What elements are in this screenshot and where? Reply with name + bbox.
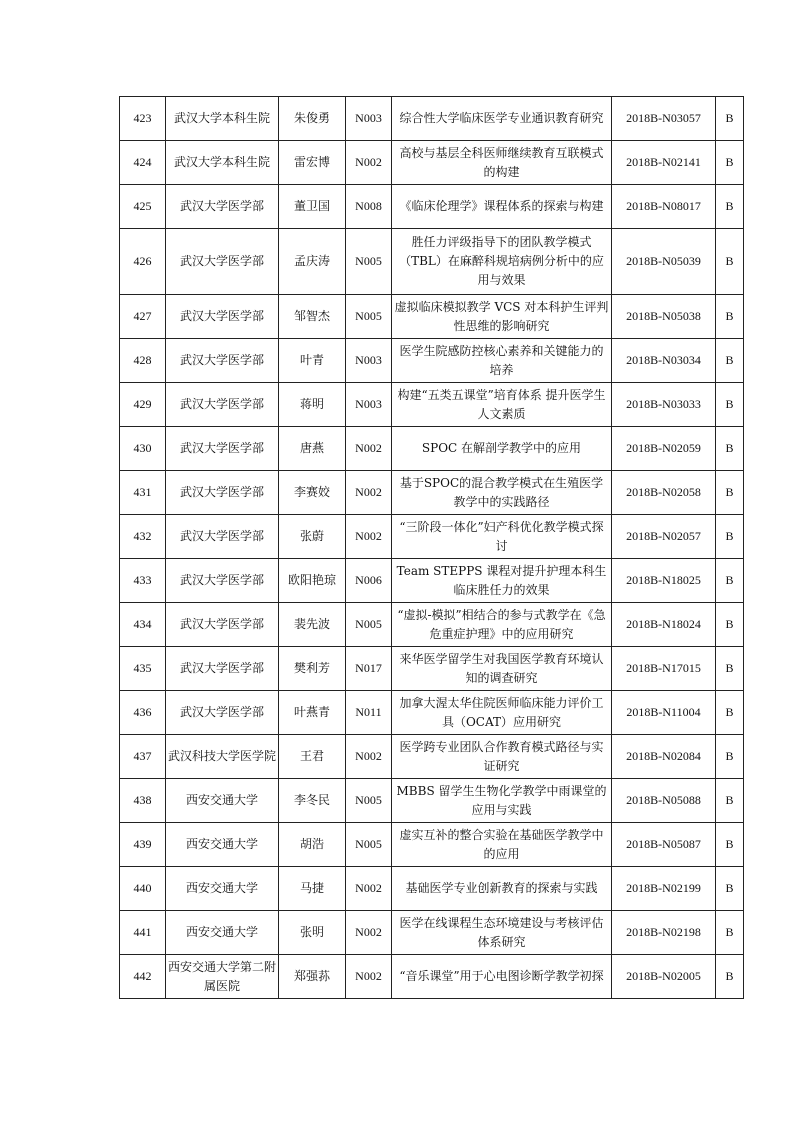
row-number: 436 [120, 691, 166, 735]
project-id-cell: 2018B-N05039 [612, 229, 716, 295]
row-number: 439 [120, 823, 166, 867]
row-number: 431 [120, 471, 166, 515]
applicant-name-cell: 李冬民 [279, 779, 346, 823]
project-title-cell: 高校与基层全科医师继续教育互联模式的构建 [392, 141, 612, 185]
category-code-cell: N005 [346, 779, 392, 823]
project-title-cell: 胜任力评级指导下的团队教学模式（TBL）在麻醉科规培病例分析中的应用与效果 [392, 229, 612, 295]
table-row [120, 97, 744, 141]
table-row [120, 427, 744, 471]
applicant-name-cell: 董卫国 [279, 185, 346, 229]
institution-cell: 武汉大学医学部 [166, 339, 279, 383]
category-code-cell: N002 [346, 141, 392, 185]
institution-cell: 西安交通大学 [166, 867, 279, 911]
applicant-name-cell: 张蔚 [279, 515, 346, 559]
row-number: 426 [120, 229, 166, 295]
table-row [120, 603, 744, 647]
table-row [120, 735, 744, 779]
row-number: 433 [120, 559, 166, 603]
grade-cell: B [716, 185, 744, 229]
table-row [120, 141, 744, 185]
project-id-cell: 2018B-N02141 [612, 141, 716, 185]
project-title-cell: 医学跨专业团队合作教育模式路径与实证研究 [392, 735, 612, 779]
project-title-cell: SPOC 在解剖学教学中的应用 [392, 427, 612, 471]
project-id-cell: 2018B-N03057 [612, 97, 716, 141]
applicant-name-cell: 孟庆涛 [279, 229, 346, 295]
grade-cell: B [716, 779, 744, 823]
project-id-cell: 2018B-N02057 [612, 515, 716, 559]
project-id-cell: 2018B-N08017 [612, 185, 716, 229]
row-number: 432 [120, 515, 166, 559]
row-number: 440 [120, 867, 166, 911]
project-title-cell: 医学在线课程生态环境建设与考核评估体系研究 [392, 911, 612, 955]
applicant-name-cell: 樊利芳 [279, 647, 346, 691]
category-code-cell: N005 [346, 823, 392, 867]
grade-cell: B [716, 515, 744, 559]
row-number: 425 [120, 185, 166, 229]
grade-cell: B [716, 911, 744, 955]
institution-cell: 武汉大学医学部 [166, 691, 279, 735]
table-row [120, 647, 744, 691]
grade-cell: B [716, 339, 744, 383]
project-title-cell: “音乐课堂”用于心电图诊断学教学初探 [392, 955, 612, 999]
project-title-cell: 基于SPOC的混合教学模式在生殖医学教学中的实践路径 [392, 471, 612, 515]
applicant-name-cell: 蒋明 [279, 383, 346, 427]
category-code-cell: N002 [346, 911, 392, 955]
applicant-name-cell: 欧阳艳琼 [279, 559, 346, 603]
table-row [120, 185, 744, 229]
applicant-name-cell: 叶燕青 [279, 691, 346, 735]
applicant-name-cell: 王君 [279, 735, 346, 779]
institution-cell: 武汉科技大学医学院 [166, 735, 279, 779]
project-id-cell: 2018B-N02005 [612, 955, 716, 999]
project-title-cell: 虚实互补的整合实验在基础医学教学中的应用 [392, 823, 612, 867]
institution-cell: 武汉大学医学部 [166, 647, 279, 691]
project-title-cell: 基础医学专业创新教育的探索与实践 [392, 867, 612, 911]
grade-cell: B [716, 383, 744, 427]
applicant-name-cell: 裴先波 [279, 603, 346, 647]
applicant-name-cell: 叶青 [279, 339, 346, 383]
row-number: 424 [120, 141, 166, 185]
institution-cell: 武汉大学医学部 [166, 229, 279, 295]
grade-cell: B [716, 823, 744, 867]
applicant-name-cell: 马捷 [279, 867, 346, 911]
grade-cell: B [716, 867, 744, 911]
table-row [120, 383, 744, 427]
grade-cell: B [716, 735, 744, 779]
project-title-cell: 《临床伦理学》课程体系的探索与构建 [392, 185, 612, 229]
grade-cell: B [716, 647, 744, 691]
row-number: 428 [120, 339, 166, 383]
project-id-cell: 2018B-N05038 [612, 295, 716, 339]
row-number: 430 [120, 427, 166, 471]
category-code-cell: N005 [346, 295, 392, 339]
category-code-cell: N006 [346, 559, 392, 603]
institution-cell: 武汉大学本科生院 [166, 97, 279, 141]
table-row [120, 955, 744, 999]
table-row [120, 911, 744, 955]
category-code-cell: N002 [346, 515, 392, 559]
project-title-cell: 来华医学留学生对我国医学教育环境认知的调查研究 [392, 647, 612, 691]
project-id-cell: 2018B-N18024 [612, 603, 716, 647]
institution-cell: 武汉大学医学部 [166, 515, 279, 559]
category-code-cell: N002 [346, 427, 392, 471]
institution-cell: 西安交通大学 [166, 823, 279, 867]
project-id-cell: 2018B-N05088 [612, 779, 716, 823]
project-id-cell: 2018B-N03033 [612, 383, 716, 427]
category-code-cell: N002 [346, 471, 392, 515]
institution-cell: 武汉大学医学部 [166, 383, 279, 427]
grade-cell: B [716, 691, 744, 735]
category-code-cell: N003 [346, 383, 392, 427]
project-title-cell: 医学生院感防控核心素养和关键能力的培养 [392, 339, 612, 383]
project-id-cell: 2018B-N18025 [612, 559, 716, 603]
category-code-cell: N002 [346, 955, 392, 999]
applicant-name-cell: 雷宏博 [279, 141, 346, 185]
grade-cell: B [716, 955, 744, 999]
row-number: 435 [120, 647, 166, 691]
project-title-cell: “虚拟-模拟”相结合的参与式教学在《急危重症护理》中的应用研究 [392, 603, 612, 647]
table-row [120, 471, 744, 515]
applicant-name-cell: 郑强荪 [279, 955, 346, 999]
project-title-cell: 构建“五类五课堂”培育体系 提升医学生人文素质 [392, 383, 612, 427]
applicant-name-cell: 邹智杰 [279, 295, 346, 339]
project-title-cell: 加拿大渥太华住院医师临床能力评价工具（OCAT）应用研究 [392, 691, 612, 735]
grade-cell: B [716, 603, 744, 647]
table-row [120, 559, 744, 603]
applicant-name-cell: 李赛姣 [279, 471, 346, 515]
table-row [120, 691, 744, 735]
project-id-cell: 2018B-N02058 [612, 471, 716, 515]
project-id-cell: 2018B-N17015 [612, 647, 716, 691]
row-number: 429 [120, 383, 166, 427]
grade-cell: B [716, 471, 744, 515]
grade-cell: B [716, 97, 744, 141]
table-row [120, 515, 744, 559]
table-row [120, 823, 744, 867]
project-id-cell: 2018B-N05087 [612, 823, 716, 867]
applicant-name-cell: 张明 [279, 911, 346, 955]
institution-cell: 武汉大学医学部 [166, 471, 279, 515]
institution-cell: 武汉大学医学部 [166, 427, 279, 471]
category-code-cell: N005 [346, 229, 392, 295]
row-number: 423 [120, 97, 166, 141]
row-number: 438 [120, 779, 166, 823]
row-number: 434 [120, 603, 166, 647]
category-code-cell: N017 [346, 647, 392, 691]
project-title-cell: Team STEPPS 课程对提升护理本科生临床胜任力的效果 [392, 559, 612, 603]
table-row [120, 295, 744, 339]
project-id-cell: 2018B-N02084 [612, 735, 716, 779]
institution-cell: 西安交通大学 [166, 779, 279, 823]
grade-cell: B [716, 295, 744, 339]
grade-cell: B [716, 141, 744, 185]
row-number: 442 [120, 955, 166, 999]
institution-cell: 西安交通大学 [166, 911, 279, 955]
applicant-name-cell: 朱俊勇 [279, 97, 346, 141]
applicant-name-cell: 唐燕 [279, 427, 346, 471]
category-code-cell: N011 [346, 691, 392, 735]
project-id-cell: 2018B-N11004 [612, 691, 716, 735]
table-row [120, 339, 744, 383]
project-id-cell: 2018B-N02198 [612, 911, 716, 955]
applicant-name-cell: 胡浩 [279, 823, 346, 867]
grade-cell: B [716, 559, 744, 603]
project-id-cell: 2018B-N03034 [612, 339, 716, 383]
row-number: 437 [120, 735, 166, 779]
institution-cell: 武汉大学医学部 [166, 603, 279, 647]
project-id-cell: 2018B-N02199 [612, 867, 716, 911]
institution-cell: 武汉大学医学部 [166, 559, 279, 603]
grade-cell: B [716, 229, 744, 295]
project-title-cell: MBBS 留学生生物化学教学中雨课堂的应用与实践 [392, 779, 612, 823]
project-id-cell: 2018B-N02059 [612, 427, 716, 471]
category-code-cell: N008 [346, 185, 392, 229]
institution-cell: 武汉大学医学部 [166, 185, 279, 229]
category-code-cell: N003 [346, 339, 392, 383]
category-code-cell: N002 [346, 867, 392, 911]
category-code-cell: N002 [346, 735, 392, 779]
table-row [120, 779, 744, 823]
grade-cell: B [716, 427, 744, 471]
institution-cell: 武汉大学医学部 [166, 295, 279, 339]
row-number: 427 [120, 295, 166, 339]
category-code-cell: N005 [346, 603, 392, 647]
institution-cell: 武汉大学本科生院 [166, 141, 279, 185]
table-body [120, 97, 744, 999]
project-table [119, 96, 744, 999]
row-number: 441 [120, 911, 166, 955]
institution-cell: 西安交通大学第二附属医院 [166, 955, 279, 999]
project-title-cell: 虚拟临床模拟教学 VCS 对本科护生评判性思维的影响研究 [392, 295, 612, 339]
project-title-cell: “三阶段一体化”妇产科优化教学模式探讨 [392, 515, 612, 559]
project-title-cell: 综合性大学临床医学专业通识教育研究 [392, 97, 612, 141]
table-row [120, 229, 744, 295]
table-row [120, 867, 744, 911]
category-code-cell: N003 [346, 97, 392, 141]
